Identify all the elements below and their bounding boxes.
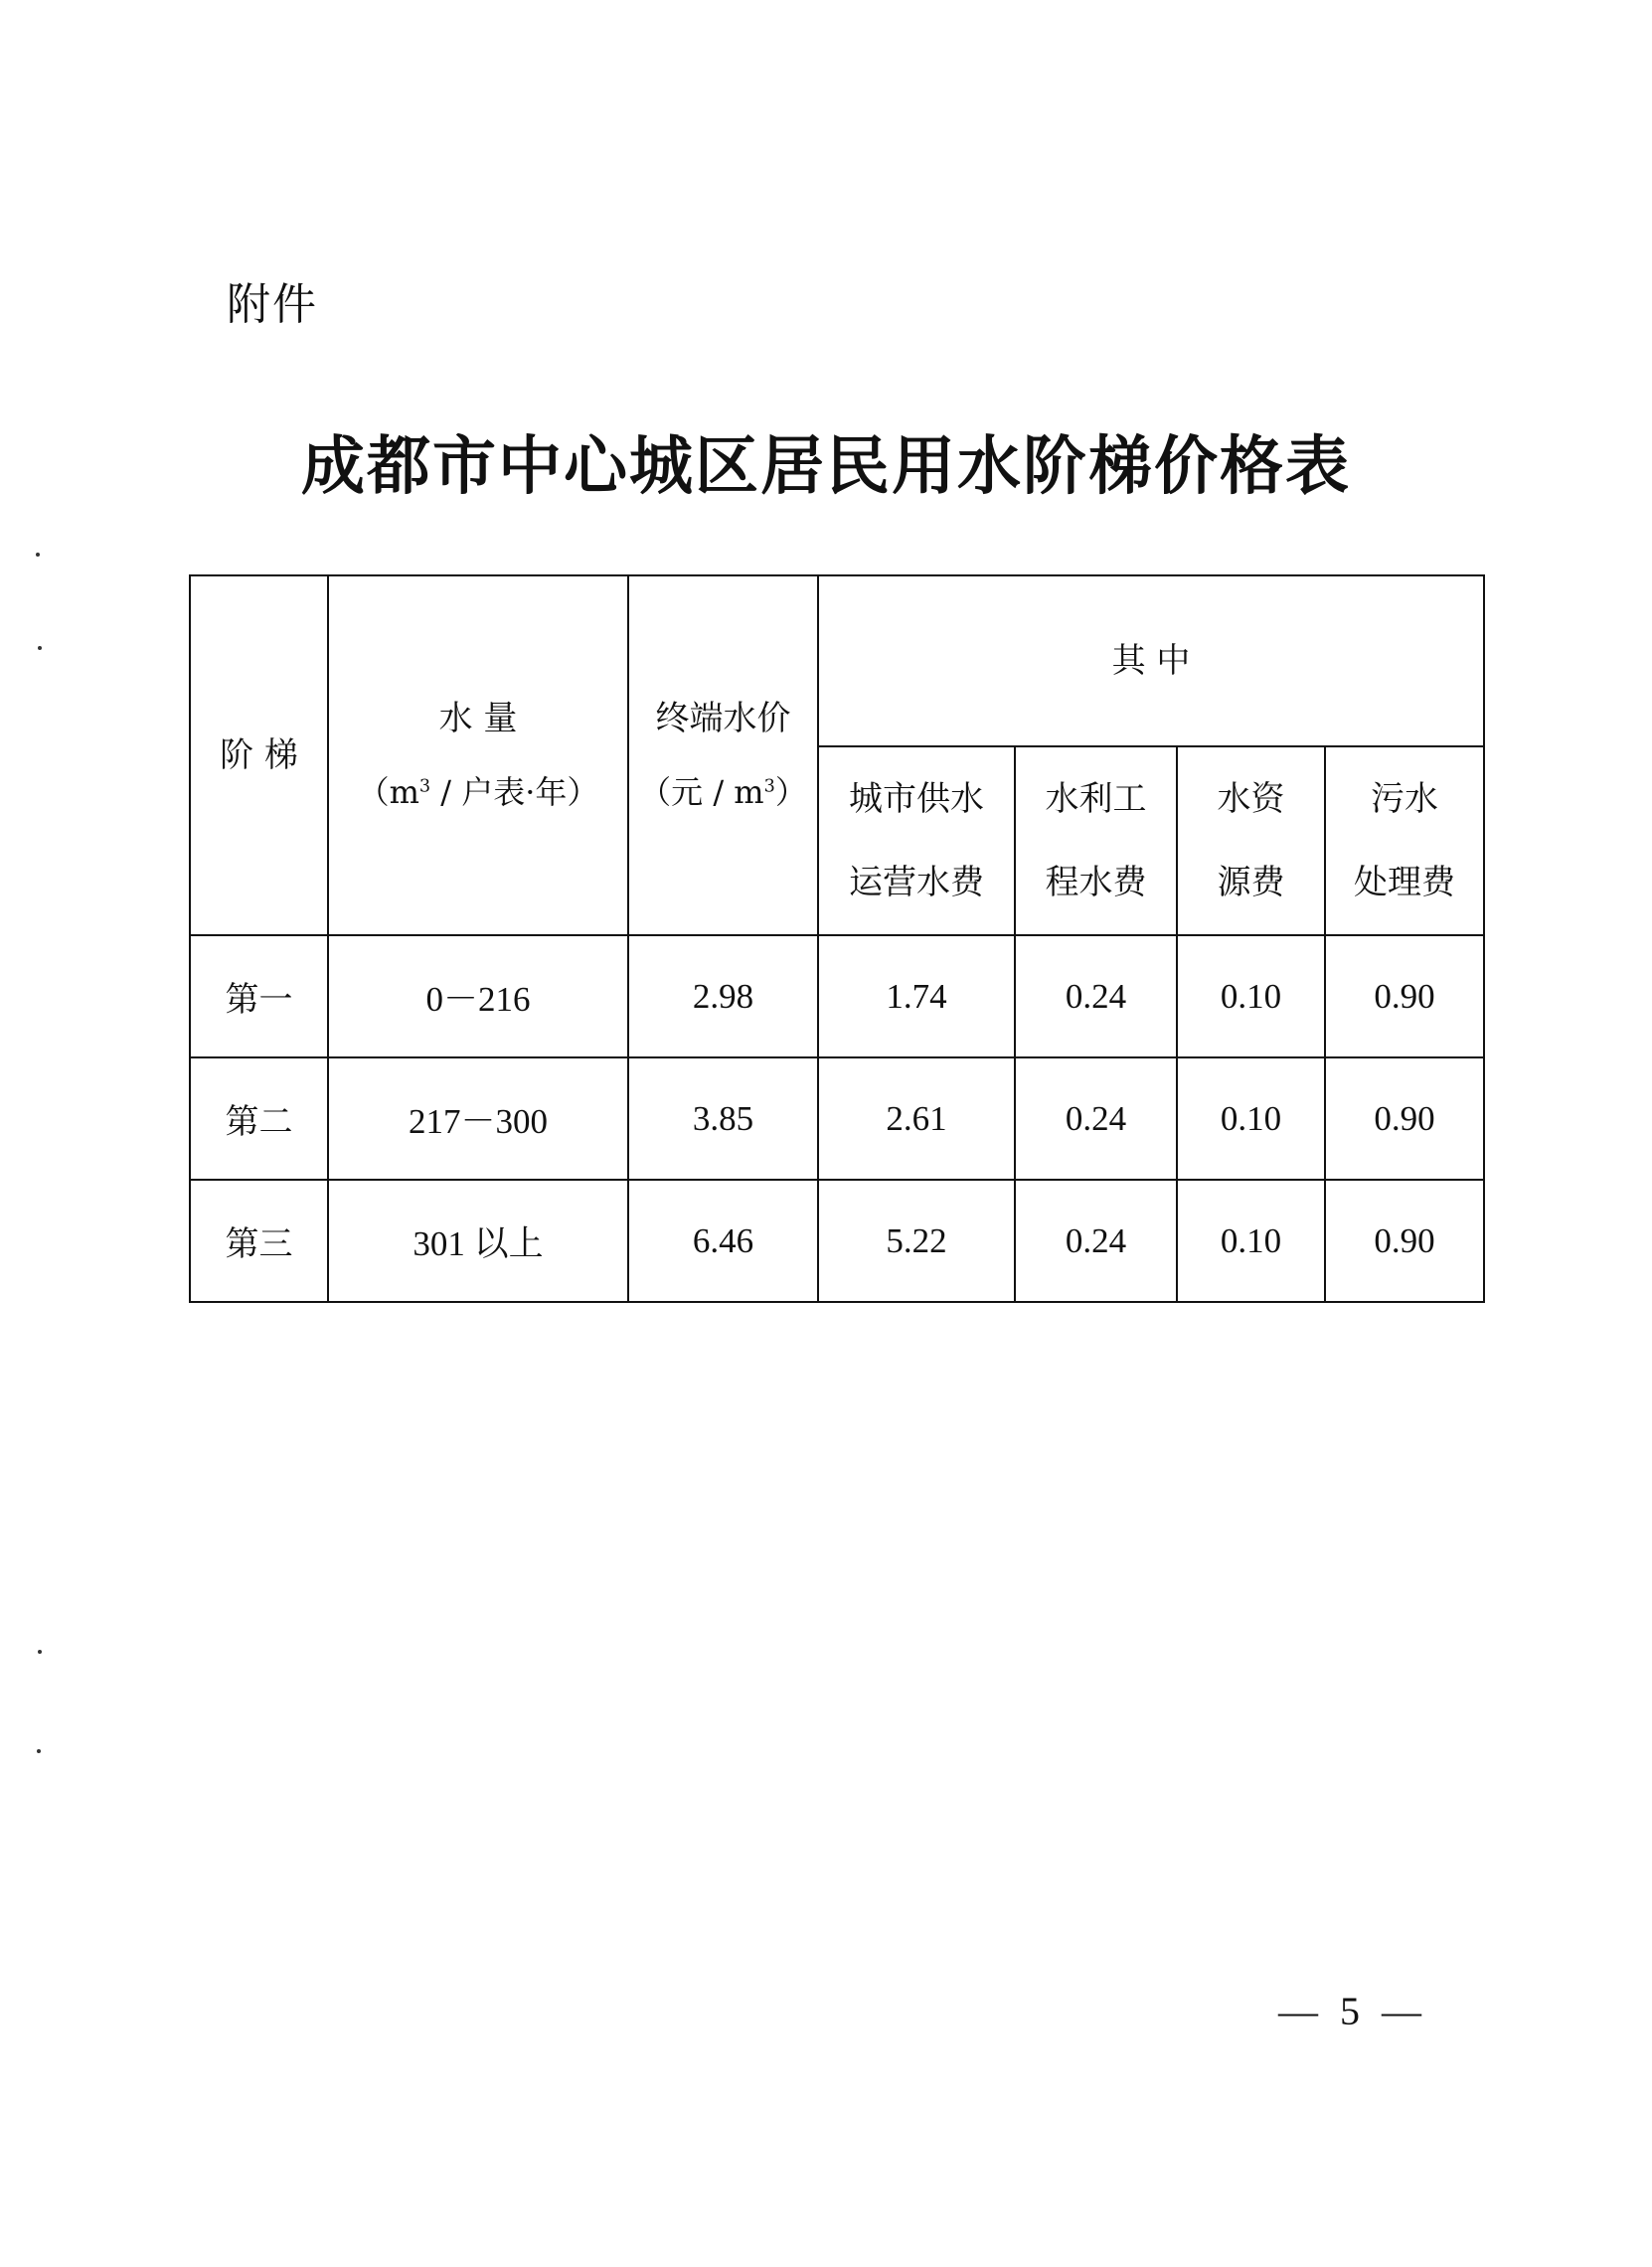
header-volume-unit: （$m^3$ / 户表·年）	[357, 773, 599, 812]
city-water-supply-cell: 2.61	[818, 1057, 1015, 1180]
city-water-supply-cell: 1.74	[818, 935, 1015, 1057]
sewage-treatment-cell: 0.90	[1325, 1057, 1484, 1180]
tier-cell: 第三	[190, 1180, 328, 1302]
header-water-resource: 水资 源费	[1177, 746, 1325, 935]
city-water-supply-cell: 5.22	[818, 1180, 1015, 1302]
scan-mark	[36, 553, 40, 557]
header-row-1	[190, 575, 1484, 746]
terminal-price-cell: 3.85	[628, 1057, 818, 1180]
volume-cell: 0－216	[328, 935, 628, 1057]
tier-cell: 第二	[190, 1057, 328, 1180]
scan-mark	[38, 646, 42, 650]
tier-cell: 第一	[190, 935, 328, 1057]
header-volume	[328, 575, 628, 935]
water-resource-cell: 0.10	[1177, 1057, 1325, 1180]
water-price-table	[189, 574, 1485, 1303]
terminal-price-cell: 2.98	[628, 935, 818, 1057]
water-resource-cell: 0.10	[1177, 1180, 1325, 1302]
page-number: — 5 —	[1278, 1989, 1427, 2033]
water-resource-cell: 0.10	[1177, 935, 1325, 1057]
header-tier-label: 阶 梯	[220, 734, 298, 775]
header-of-which	[818, 575, 1484, 746]
scan-mark	[37, 1749, 41, 1753]
sewage-treatment-cell: 0.90	[1325, 1180, 1484, 1302]
volume-cell: 301 以上	[328, 1180, 628, 1302]
terminal-price-cell: 6.46	[628, 1180, 818, 1302]
water-conservancy-cell: 0.24	[1015, 1057, 1177, 1180]
scan-mark	[38, 1650, 42, 1654]
header-of-which-label: 其 中	[1111, 640, 1191, 681]
sewage-treatment-cell: 0.90	[1325, 935, 1484, 1057]
table-row	[190, 1180, 1484, 1302]
volume-cell: 217－300	[328, 1057, 628, 1180]
water-conservancy-cell: 0.24	[1015, 1180, 1177, 1302]
header-terminal-price	[628, 575, 818, 935]
header-water-conservancy: 水利工 程水费	[1015, 746, 1177, 935]
water-conservancy-cell: 0.24	[1015, 935, 1177, 1057]
table-row	[190, 935, 1484, 1057]
table-row	[190, 1057, 1484, 1180]
header-city-water-supply: 城市供水 运营水费	[818, 746, 1015, 935]
header-tier	[190, 575, 328, 935]
header-terminal-price-label: 终端水价	[655, 698, 791, 738]
header-price-unit: （元 / $m^3$）	[639, 773, 807, 812]
attachment-label: 附件	[227, 279, 318, 330]
header-volume-label: 水 量	[438, 698, 518, 738]
page-title: 成都市中心城区居民用水阶梯价格表	[301, 429, 1351, 504]
header-sewage-treatment: 污水 处理费	[1325, 746, 1484, 935]
